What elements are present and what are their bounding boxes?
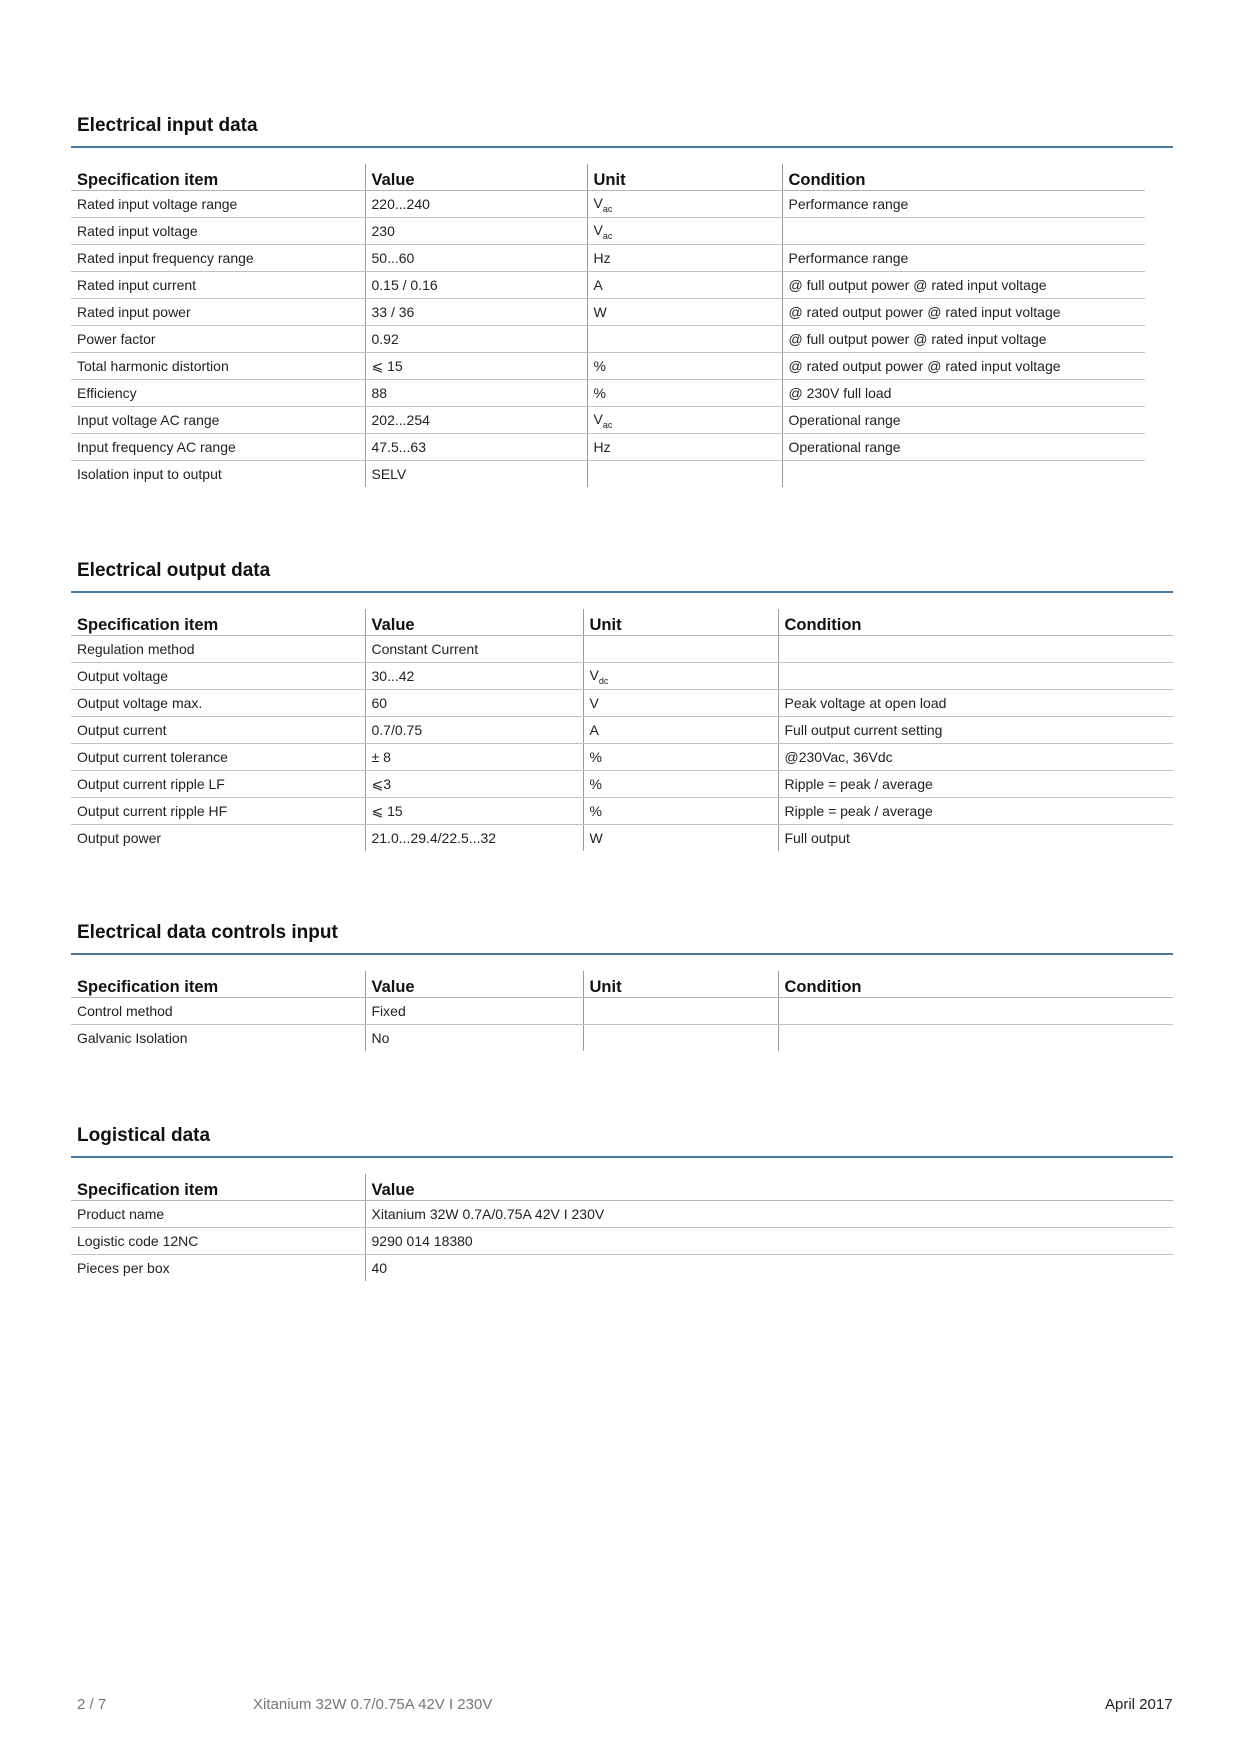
column-header-unit: Unit xyxy=(587,164,782,191)
table-body xyxy=(71,609,1173,851)
table-row xyxy=(71,407,1173,434)
cell-condition xyxy=(782,218,1145,245)
cell-specification-item: Rated input power xyxy=(71,299,365,326)
cell-condition: @ 230V full load xyxy=(782,380,1145,407)
section-electrical-input xyxy=(71,112,1173,487)
cell-value: Fixed xyxy=(365,998,583,1025)
section-title: Electrical input data xyxy=(77,115,258,136)
cell-value: 9290 014 18380 xyxy=(365,1228,1173,1255)
cell-condition xyxy=(782,461,1145,488)
cell-condition: Ripple = peak / average xyxy=(778,771,1173,798)
table-row xyxy=(71,825,1173,852)
section-divider xyxy=(71,591,1173,593)
cell-unit xyxy=(583,1025,778,1052)
table-row xyxy=(71,353,1173,380)
cell-value: 30...42 xyxy=(365,663,583,690)
cell-condition: @ full output power @ rated input voltage xyxy=(782,326,1145,353)
cell-condition: @ full output power @ rated input voltage xyxy=(782,272,1145,299)
cell-value: 0.92 xyxy=(365,326,587,353)
cell-condition xyxy=(778,998,1173,1025)
cell-value: 50...60 xyxy=(365,245,587,272)
table-body xyxy=(71,971,1173,1051)
cell-condition: Ripple = peak / average xyxy=(778,798,1173,825)
spec-table xyxy=(71,971,1173,1051)
cell-value: ⩽3 xyxy=(365,771,583,798)
cell-unit: $V_{dc}$ xyxy=(583,663,778,690)
cell-value: 202...254 xyxy=(365,407,587,434)
table-row xyxy=(71,272,1173,299)
cell-specification-item: Output current ripple HF xyxy=(71,798,365,825)
table-row xyxy=(71,717,1173,744)
cell-specification-item: Output current xyxy=(71,717,365,744)
table-row xyxy=(71,434,1173,461)
cell-condition xyxy=(778,636,1173,663)
cell-specification-item: Galvanic Isolation xyxy=(77,1030,188,1046)
section-title: Electrical output data xyxy=(77,560,271,581)
cell-unit: % xyxy=(587,380,782,407)
cell-unit xyxy=(583,998,778,1025)
column-header-specification-item: Specification item xyxy=(71,971,365,998)
cell-unit: Hz xyxy=(587,245,782,272)
cell-value: Xitanium 32W 0.7A/0.75A 42V I 230V xyxy=(365,1201,1173,1228)
cell-condition xyxy=(778,663,1173,690)
cell-unit: % xyxy=(583,771,778,798)
cell-condition: @230Vac, 36Vdc xyxy=(778,744,1173,771)
table-header-row xyxy=(71,1174,1173,1201)
cell-value: 220...240 xyxy=(365,191,587,218)
cell-unit: W xyxy=(587,299,782,326)
column-header-unit: Unit xyxy=(583,971,778,998)
cell-specification-item: Output current tolerance xyxy=(71,744,365,771)
column-header-unit: Unit xyxy=(583,609,778,636)
table-row xyxy=(71,1201,1173,1228)
table-body xyxy=(71,164,1173,487)
cell-unit xyxy=(587,461,782,488)
cell-value: Constant Current xyxy=(365,636,583,663)
table-row xyxy=(71,380,1173,407)
section-divider xyxy=(71,146,1173,148)
cell-unit: A xyxy=(587,272,782,299)
cell-specification-item: Output power xyxy=(77,830,162,846)
section-controls-input xyxy=(71,919,1173,1051)
footer-product-name: Xitanium 32W 0.7/0.75A 42V I 230V xyxy=(253,1696,493,1713)
cell-value: 60 xyxy=(365,690,583,717)
column-header-value: Value xyxy=(365,1174,1173,1201)
cell-specification-item: Rated input voltage range xyxy=(71,191,365,218)
column-header-condition: Condition xyxy=(778,609,1173,636)
table-row xyxy=(71,1025,1173,1052)
table-row xyxy=(71,299,1173,326)
cell-specification-item: Pieces per box xyxy=(77,1260,170,1276)
cell-condition: @ rated output power @ rated input voltage xyxy=(782,299,1145,326)
cell-unit: $V_{ac}$ xyxy=(587,191,782,218)
cell-value: 47.5...63 xyxy=(365,434,587,461)
table-row xyxy=(71,245,1173,272)
cell-value: 88 xyxy=(365,380,587,407)
column-header-value: Value xyxy=(365,971,583,998)
cell-value: 33 / 36 xyxy=(365,299,587,326)
cell-specification-item: Total harmonic distortion xyxy=(71,353,365,380)
table-header-row xyxy=(71,164,1173,191)
footer-date: April 2017 xyxy=(1105,1696,1173,1713)
cell-value: 40 xyxy=(365,1255,1173,1282)
cell-condition: Full output xyxy=(778,825,1173,852)
table-row xyxy=(71,326,1173,353)
column-header-specification-item: Specification item xyxy=(71,164,365,191)
table-row xyxy=(71,1228,1173,1255)
cell-condition: Full output current setting xyxy=(778,717,1173,744)
cell-condition: Performance range xyxy=(782,245,1145,272)
cell-specification-item: Regulation method xyxy=(71,636,365,663)
cell-unit: $V_{ac}$ xyxy=(587,218,782,245)
cell-specification-item: Rated input frequency range xyxy=(71,245,365,272)
column-header-value: Value xyxy=(365,609,583,636)
table-row xyxy=(71,636,1173,663)
section-electrical-output xyxy=(71,557,1173,851)
cell-value: ± 8 xyxy=(365,744,583,771)
cell-specification-item: Product name xyxy=(71,1201,365,1228)
table-row xyxy=(71,798,1173,825)
table-row xyxy=(71,218,1173,245)
cell-value: 230 xyxy=(365,218,587,245)
spec-table xyxy=(71,164,1173,487)
cell-unit xyxy=(587,326,782,353)
section-title: Logistical data xyxy=(77,1125,211,1146)
column-header-value: Value xyxy=(365,164,587,191)
cell-specification-item: Rated input current xyxy=(71,272,365,299)
cell-condition xyxy=(778,1025,1173,1052)
cell-unit: W xyxy=(583,825,778,852)
table-row xyxy=(71,998,1173,1025)
column-header-condition: Condition xyxy=(782,164,1145,191)
column-header-specification-item: Specification item xyxy=(71,609,365,636)
spec-table xyxy=(71,1174,1173,1281)
cell-condition: Peak voltage at open load xyxy=(778,690,1173,717)
cell-value: 0.15 / 0.16 xyxy=(365,272,587,299)
table-header-row xyxy=(71,609,1173,636)
table-body xyxy=(71,1174,1173,1281)
page-number: 2 / 7 xyxy=(77,1696,107,1713)
cell-unit: V xyxy=(583,690,778,717)
table-row xyxy=(71,690,1173,717)
cell-unit: % xyxy=(583,744,778,771)
cell-value: ⩽ 15 xyxy=(365,353,587,380)
section-divider xyxy=(71,1156,1173,1158)
section-divider xyxy=(71,953,1173,955)
column-header-condition: Condition xyxy=(778,971,1173,998)
cell-specification-item: Rated input voltage xyxy=(71,218,365,245)
cell-specification-item: Input voltage AC range xyxy=(71,407,365,434)
cell-unit xyxy=(583,636,778,663)
cell-specification-item: Output voltage max. xyxy=(71,690,365,717)
cell-specification-item: Efficiency xyxy=(71,380,365,407)
cell-specification-item: Input frequency AC range xyxy=(71,434,365,461)
cell-specification-item: Output current ripple LF xyxy=(71,771,365,798)
cell-specification-item: Output voltage xyxy=(71,663,365,690)
cell-unit: Hz xyxy=(587,434,782,461)
cell-condition: Performance range xyxy=(782,191,1145,218)
cell-value: 21.0...29.4/22.5...32 xyxy=(365,825,583,852)
table-header-row xyxy=(71,971,1173,998)
cell-specification-item: Logistic code 12NC xyxy=(71,1228,365,1255)
cell-unit: % xyxy=(583,798,778,825)
spec-table xyxy=(71,609,1173,851)
section-title: Electrical data controls input xyxy=(77,922,338,943)
cell-condition: Operational range xyxy=(782,407,1145,434)
table-row xyxy=(71,461,1173,488)
cell-value: No xyxy=(365,1025,583,1052)
cell-condition: Operational range xyxy=(782,434,1145,461)
column-header-specification-item: Specification item xyxy=(71,1174,365,1201)
section-logistical xyxy=(71,1122,1173,1281)
cell-unit: % xyxy=(587,353,782,380)
cell-unit: A xyxy=(583,717,778,744)
table-row xyxy=(71,1255,1173,1282)
table-row xyxy=(71,191,1173,218)
cell-condition: @ rated output power @ rated input voltage xyxy=(782,353,1145,380)
cell-specification-item: Isolation input to output xyxy=(77,466,222,482)
cell-value: 0.7/0.75 xyxy=(365,717,583,744)
cell-specification-item: Control method xyxy=(71,998,365,1025)
cell-unit: $V_{ac}$ xyxy=(587,407,782,434)
table-row xyxy=(71,744,1173,771)
table-row xyxy=(71,663,1173,690)
cell-specification-item: Power factor xyxy=(71,326,365,353)
table-row xyxy=(71,771,1173,798)
cell-value: SELV xyxy=(365,461,587,488)
cell-value: ⩽ 15 xyxy=(365,798,583,825)
